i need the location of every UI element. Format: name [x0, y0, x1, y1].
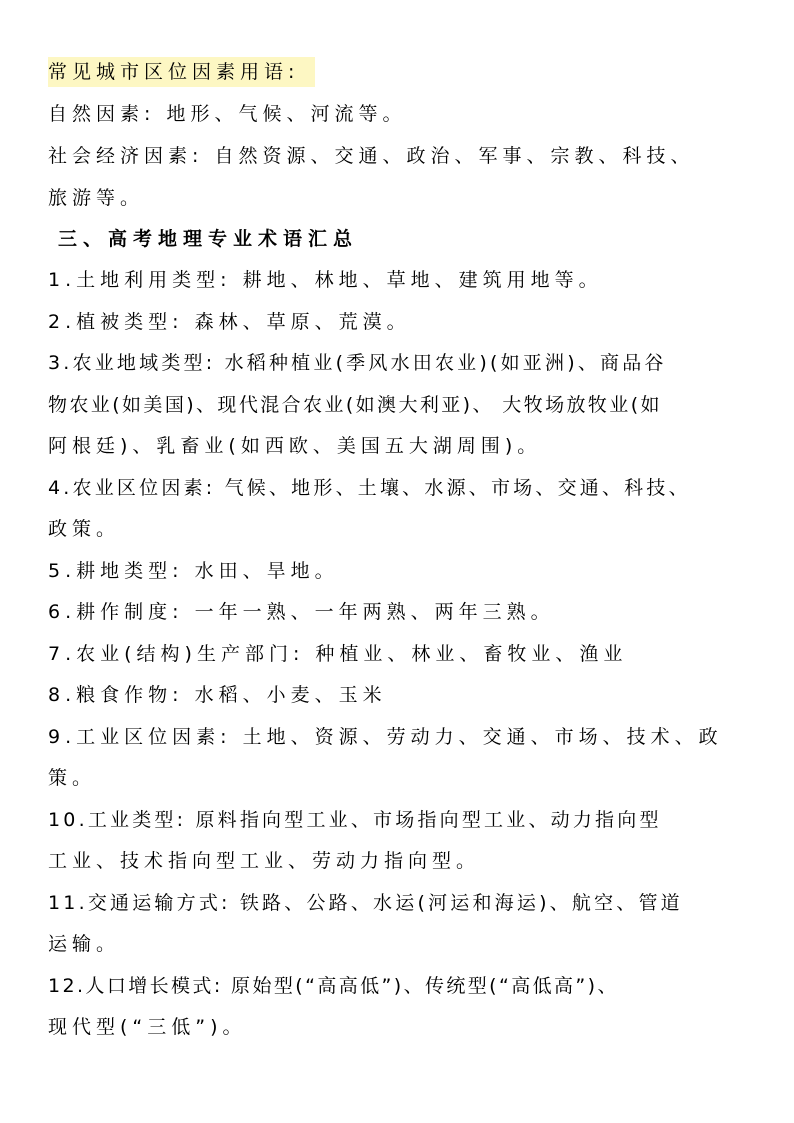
section-heading-terminology: 三、高考地理专业术语汇总 — [58, 228, 359, 250]
list-item-8: 8.粮食作物: 水稻、小麦、玉米 — [48, 684, 387, 706]
list-item-6: 6.耕作制度: 一年一熟、一年两熟、两年三熟。 — [48, 601, 555, 623]
text-line-socioeconomic-factors-cont: 旅游等。 — [48, 187, 145, 209]
text-line-natural-factors: 自然因素: 地形、气候、河流等。 — [48, 103, 407, 125]
list-item-3-cont-1: 物农业(如美国)、现代混合农业(如澳大利亚)、 大牧场放牧业(如 — [48, 394, 662, 416]
list-item-3: 3.农业地域类型: 水稻种植业(季风水田农业)(如亚洲)、商品谷 — [48, 352, 667, 374]
list-item-9-cont: 策。 — [48, 767, 97, 789]
list-item-5: 5.耕地类型: 水田、旱地。 — [48, 560, 339, 582]
list-item-7: 7.农业(结构)生产部门: 种植业、林业、畜牧业、渔业 — [48, 643, 628, 665]
list-item-4-cont: 政策。 — [48, 518, 121, 540]
list-item-9: 9.工业区位因素: 土地、资源、劳动力、交通、市场、技术、政 — [48, 726, 723, 748]
list-item-11-cont: 运输。 — [48, 933, 121, 955]
highlighted-text: 常见城市区位因素用语: — [48, 57, 315, 87]
list-item-1: 1.土地利用类型: 耕地、林地、草地、建筑用地等。 — [48, 269, 603, 291]
list-item-4: 4.农业区位因素: 气候、地形、土壤、水源、市场、交通、科技、 — [48, 477, 691, 499]
list-item-12: 12.人口增长模式: 原始型(“高高低”)、传统型(“高低高”)、 — [48, 975, 619, 997]
list-item-10-cont: 工业、技术指向型工业、劳动力指向型。 — [48, 850, 481, 872]
list-item-12-cont: 现代型(“三低”)。 — [48, 1016, 247, 1038]
list-item-11: 11.交通运输方式: 铁路、公路、水运(河运和海运)、航空、管道 — [48, 892, 683, 914]
list-item-3-cont-2: 阿根廷)、乳畜业(如西欧、美国五大湖周围)。 — [48, 435, 542, 457]
text-line-socioeconomic-factors: 社会经济因素: 自然资源、交通、政治、军事、宗教、科技、 — [48, 145, 695, 167]
section-heading-urban-location-terms — [48, 57, 315, 87]
list-item-2: 2.植被类型: 森林、草原、荒漠。 — [48, 311, 411, 333]
list-item-10: 10.工业类型: 原料指向型工业、市场指向型工业、动力指向型 — [48, 809, 662, 831]
